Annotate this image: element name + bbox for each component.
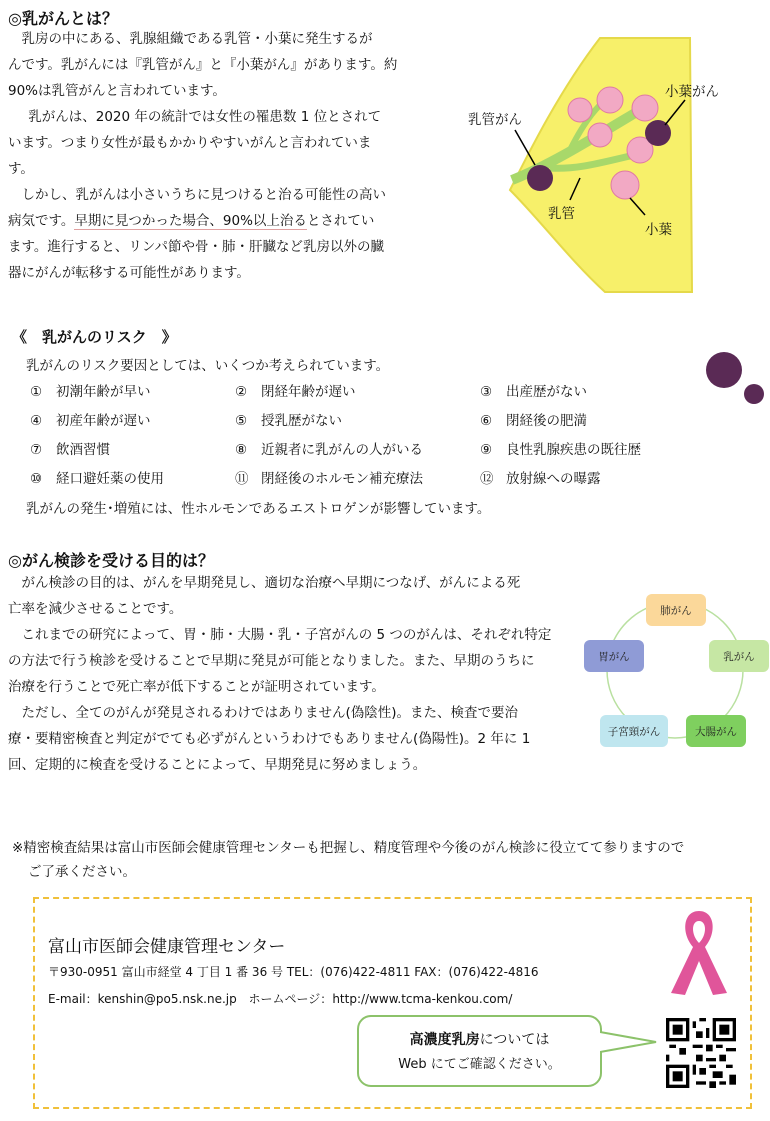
bubble-tail (600, 1028, 660, 1058)
estrogen-note: 乳がんの発生･増殖には、性ホルモンであるエストロゲンが影響しています。 (26, 501, 491, 517)
homepage-label: ホームページ： (248, 992, 333, 1006)
section-title-risk: 《 乳がんのリスク 》 (12, 328, 177, 346)
risk-item: ⑩ 経口避妊薬の使用 (30, 471, 164, 487)
section-title-breast-cancer: ◎乳がんとは？ (8, 9, 118, 28)
cancer-cell (706, 352, 742, 388)
bubble-text: については (479, 1032, 550, 1048)
notice-line-2: ご了承ください。 (28, 864, 136, 880)
cycle-item-cervix: 子宮頸がん (600, 715, 668, 747)
para-line: す。 (8, 161, 34, 177)
para-line: んです。乳がんには『乳管がん』と『小葉がん』があります。約 (8, 57, 398, 73)
risk-item: ⑦ 飲酒習慣 (30, 442, 110, 458)
cycle-item-colon: 大腸がん (686, 715, 746, 747)
notice-line-1: ※精密検査結果は富山市医師会健康管理センターも把握し、精度管理や今後のがん検診に役立てて参りますので (12, 840, 685, 856)
para-line: ます。進行すると、リンパ節や骨・肺・肝臓など乳房以外の臓 (8, 239, 384, 255)
label-lobule: 小葉 (645, 222, 672, 238)
para-line: の方法で行う検診を受けることで早期に発見が可能となりました。また、早期のうちに (8, 653, 535, 669)
homepage-link[interactable]: http://www.tcma-kenkou.com/ (332, 992, 513, 1006)
para-line: 回、定期的に検査を受けることによって、早期発見に努めましょう。 (8, 757, 427, 773)
text-span: とされてい (306, 213, 375, 229)
contact-line (48, 990, 512, 1007)
cancer-cell-illustration (700, 348, 768, 412)
risk-item: ① 初潮年齢が早い (30, 384, 151, 400)
email-address[interactable]: E-mail：kenshin@po5.nsk.ne.jp (48, 992, 237, 1006)
underlined-text: 早期に見つかった場合、90%以上治る (74, 213, 307, 229)
cancer-cell (744, 384, 764, 404)
speech-bubble (357, 1015, 602, 1087)
para-line: 療・要精密検査と判定がでても必ずがんというわけでもありません(偽陽性)。2 年に 1 (8, 731, 531, 747)
text-span: 病気です。 (8, 213, 75, 229)
screening-description (8, 570, 578, 778)
para-line: 治療を行うことで死亡率が低下することが証明されています。 (8, 679, 385, 695)
para-line: しかし、乳がんは小さいうちに見つけると治る可能性の高い (21, 187, 386, 203)
cycle-item-stomach: 胃がん (584, 640, 644, 672)
organization-name: 富山市医師会健康管理センター (48, 937, 286, 957)
bubble-line-1 (359, 1029, 600, 1049)
risk-item: ② 閉経年齢が遅い (235, 384, 356, 400)
lobule (632, 95, 658, 121)
risk-intro: 乳がんのリスク要因としては、いくつか考えられています。 (26, 358, 390, 374)
bubble-line-2: Web にてご確認ください。 (398, 1057, 561, 1072)
risk-item: ⑤ 授乳歴がない (235, 413, 342, 429)
para-line: 乳房の中にある、乳腺組織である乳管・小葉に発生するが (21, 31, 373, 47)
para-line: います。つまり女性が最もかかりやすいがんと言われていま (8, 135, 372, 151)
risk-item: ⑫ 放射線への曝露 (480, 471, 601, 487)
cycle-item-lung: 肺がん (646, 594, 706, 626)
risk-item: ⑥ 閉経後の肥満 (480, 413, 587, 429)
pink-ribbon-icon (663, 903, 735, 999)
para-line: 乳がんは、2020 年の統計では女性の罹患数 1 位とされて (28, 109, 382, 125)
bubble-bold-text: 高濃度乳房 (409, 1032, 480, 1048)
para-line: 器にがんが転移する可能性があります。 (8, 265, 250, 281)
lobular-cancer (645, 120, 671, 146)
label-duct: 乳管 (548, 206, 575, 222)
para-line (8, 208, 418, 234)
lobule (597, 87, 623, 113)
breast-anatomy-diagram (430, 30, 760, 300)
breast-cancer-description (8, 26, 418, 286)
lobule (588, 123, 612, 147)
label-lobular-cancer: 小葉がん (665, 84, 719, 100)
ductal-cancer (527, 165, 553, 191)
lobule (568, 98, 592, 122)
risk-item: ③ 出産歴がない (480, 384, 587, 400)
lobule (611, 171, 639, 199)
para-line: がん検診の目的は、がんを早期発見し、適切な治療へ早期につなげ、がんによる死 (21, 575, 521, 591)
para-line: 90%は乳管がんと言われています。 (8, 83, 226, 99)
para-line: ただし、全てのがんが発見されるわけではありません(偽陰性)。また、検査で要治 (21, 705, 519, 721)
risk-item: ⑪ 閉経後のホルモン補充療法 (235, 471, 423, 487)
qr-code-icon[interactable] (666, 1018, 736, 1088)
cycle-item-breast: 乳がん (709, 640, 769, 672)
para-line: これまでの研究によって、胃・肺・大腸・乳・子宮がんの 5 つのがんは、それぞれ特定 (21, 627, 552, 643)
label-ductal-cancer: 乳管がん (468, 112, 522, 128)
risk-item: ⑨ 良性乳腺疾患の既往歴 (480, 442, 641, 458)
risk-item: ⑧ 近親者に乳がんの人がいる (235, 442, 423, 458)
section-title-screening-purpose: ◎がん検診を受ける目的は？ (8, 551, 214, 570)
address-line: 〒930-0951 富山市経堂 4 丁目 1 番 36 号 TEL：(076)422-4811 FAX：(076)422-4816 (48, 965, 539, 979)
risk-item: ④ 初産年齢が遅い (30, 413, 151, 429)
risk-list (30, 380, 690, 487)
para-line: 亡率を減少させることです。 (8, 601, 183, 617)
